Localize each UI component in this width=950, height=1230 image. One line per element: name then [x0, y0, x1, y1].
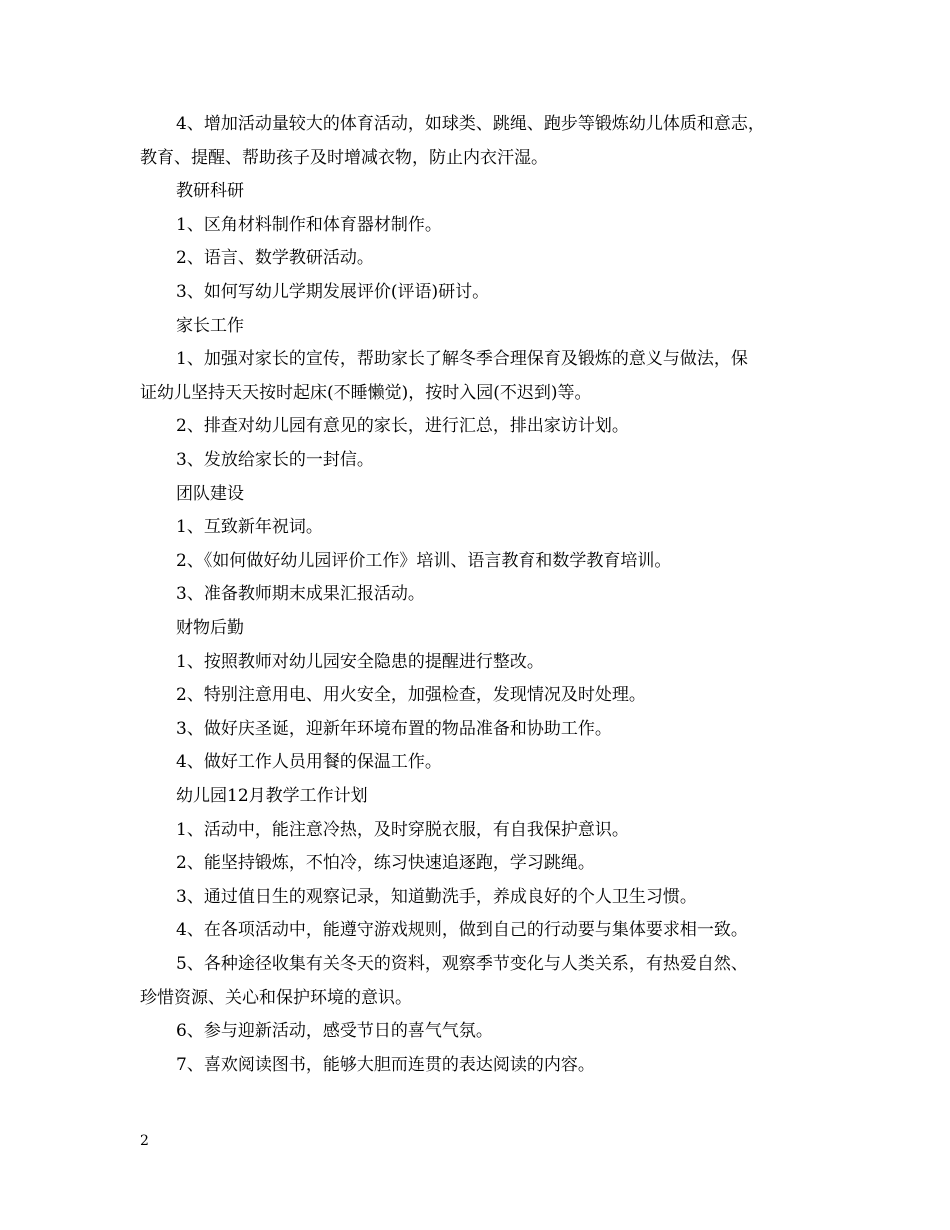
text-line: 2、排查对幼儿园有意见的家长，进行汇总，排出家访计划。: [176, 416, 629, 437]
text-line: 3、做好庆圣诞，迎新年环境布置的物品准备和协助工作。: [176, 718, 612, 739]
text-line: 2、语言、数学教研活动。: [176, 248, 374, 269]
text-line: 1、互致新年祝词。: [176, 517, 323, 538]
text-line: 1、区角材料制作和体育器材制作。: [176, 214, 442, 235]
text-line: 5、各种途径收集有关冬天的资料，观察季节变化与人类关系，有热爱自然、: [176, 954, 748, 974]
text-line: 财物后勤: [176, 618, 244, 638]
text-line: 3、发放给家长的一封信。: [176, 450, 374, 470]
text-line: 2、能坚持锻炼，不怕冷，练习快速追逐跑，学习跳绳。: [176, 853, 595, 874]
text-line: 证幼儿坚持天天按时起床(不睡懒觉)，按时入园(不迟到)等。: [140, 382, 592, 403]
text-line: 2、《如何做好幼儿园评价工作》培训、语言教育和数学教育培训。: [176, 550, 672, 571]
text-line: 2、特别注意用电、用火安全，加强检查，发现情况及时处理。: [176, 685, 646, 706]
text-line: 3、准备教师期末成果汇报活动。: [176, 584, 425, 605]
text-line: 1、加强对家长的宣传，帮助家长了解冬季合理保育及锻炼的意义与做法，保: [176, 349, 748, 370]
page-number: 2: [140, 1133, 149, 1149]
text-line: 教研科研: [176, 181, 244, 202]
text-line: 1、按照教师对幼儿园安全隐患的提醒进行整改。: [176, 651, 544, 672]
text-line: 教育、提醒、帮助孩子及时增减衣物，防止内衣汗湿。: [140, 147, 548, 168]
text-line: 3、通过值日生的观察记录，知道勤洗手，养成良好的个人卫生习惯。: [176, 886, 697, 907]
text-line: 7、喜欢阅读图书，能够大胆而连贯的表达阅读的内容。: [176, 1054, 595, 1075]
text-line: 1、活动中，能注意冷热，及时穿脱衣服，有自我保护意识。: [176, 819, 629, 840]
text-line: 6、参与迎新活动，感受节日的喜气气氛。: [176, 1021, 493, 1042]
text-line: 3、如何写幼儿学期发展评价(评语)研讨。: [176, 282, 490, 302]
text-line: 4、做好工作人员用餐的保温工作。: [176, 752, 442, 773]
text-line: 4、在各项活动中，能遵守游戏规则，做到自己的行动要与集体要求相一致。: [176, 920, 748, 941]
text-line: 幼儿园12月教学工作计划: [176, 786, 368, 806]
text-line: 4、增加活动量较大的体育活动，如球类、跳绳、跑步等锻炼幼儿体质和意志，: [176, 114, 765, 134]
text-line: 团队建设: [176, 483, 244, 504]
text-line: 珍惜资源、关心和保护环境的意识。: [140, 987, 412, 1008]
text-line: 家长工作: [176, 315, 244, 336]
